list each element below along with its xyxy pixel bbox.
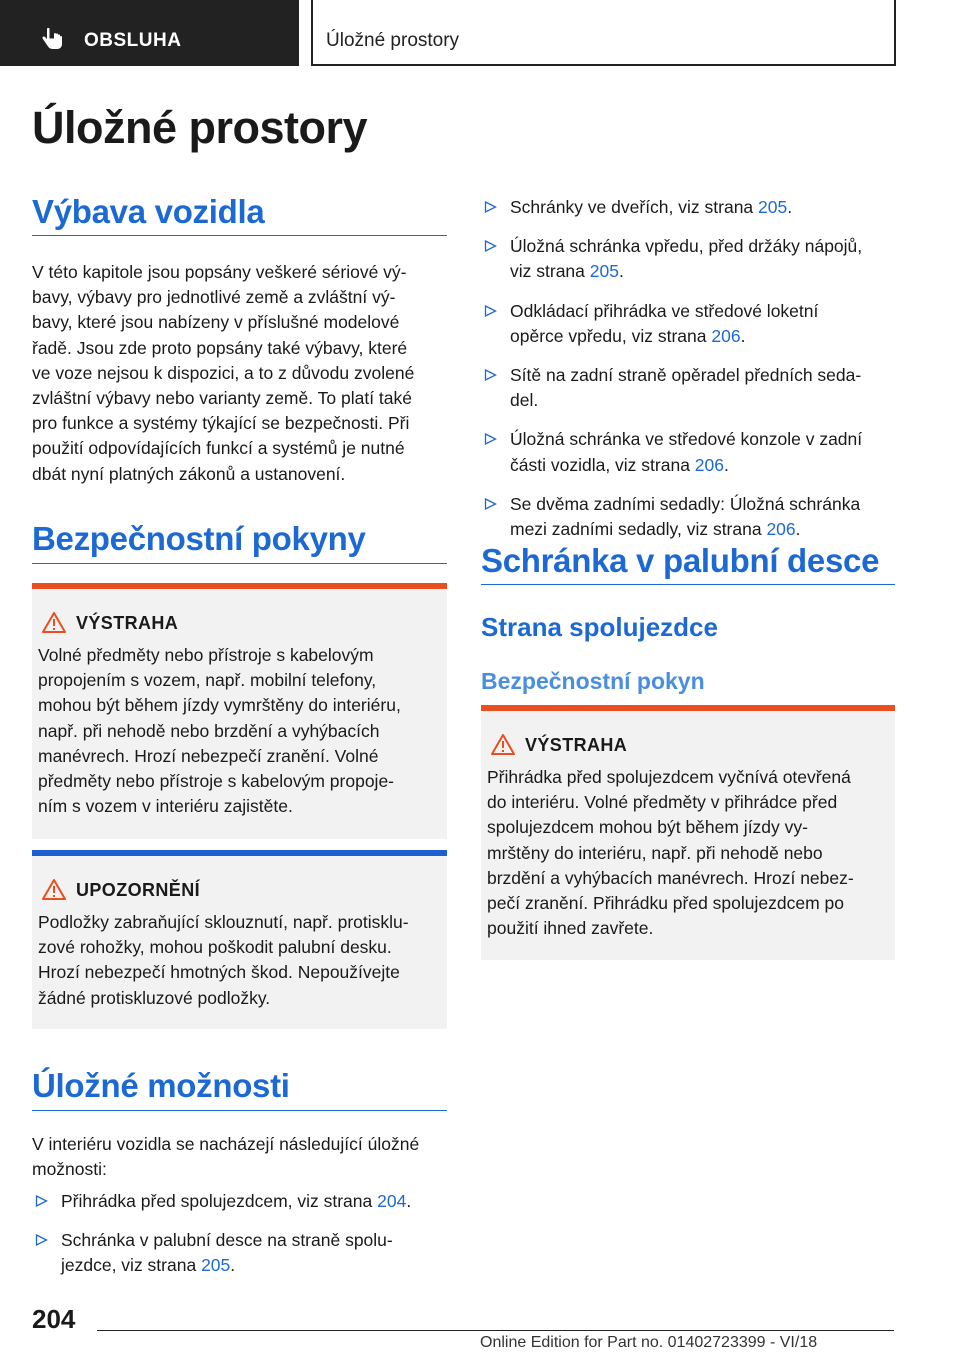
text-line: Volné předměty nebo přístroje s kabelovým — [38, 645, 374, 665]
storage-intro — [32, 1132, 447, 1182]
warning-text — [38, 643, 443, 819]
page-link[interactable]: 206 — [694, 454, 724, 475]
header-divider — [311, 0, 313, 66]
list-item — [481, 363, 895, 413]
bullet-triangle-icon — [484, 432, 497, 446]
notice-title: UPOZORNĚNÍ — [76, 880, 201, 900]
text-line: V interiéru vozidla se nacházejí následující úložné — [32, 1134, 420, 1154]
page-number: 204 — [32, 1304, 76, 1334]
bullet-triangle-icon — [484, 200, 497, 214]
header-underline — [311, 64, 896, 66]
list-item — [481, 299, 895, 349]
heading-strana-spolujezdce: Strana spolujezdce — [481, 612, 718, 642]
text-line: Hrozí nebezpečí hmotných škod. Nepoužívejte — [38, 962, 400, 983]
text-line: propojením s vozem, např. mobilní telefony, — [38, 670, 377, 691]
text-line: . — [795, 519, 801, 540]
heading-bezpecnostni-pokyny: Bezpečnostní pokyny — [32, 520, 366, 557]
heading-rule — [481, 584, 895, 585]
text-line: pečí zranění. Přihrádku před spolujezdcem po — [487, 893, 845, 914]
bullet-triangle-icon — [35, 1233, 48, 1247]
heading-schranka-palubni-desce: Schránka v palubní desce — [481, 542, 880, 579]
warning-box — [32, 583, 447, 839]
bullet-triangle-icon — [35, 1194, 48, 1208]
text-line: mrštěny do interiéru, např. při nehodě nebo — [487, 842, 823, 863]
page-link[interactable]: 205 — [589, 261, 619, 282]
text-line: Schránka v palubní desce na straně spolu- — [61, 1230, 393, 1251]
text-line: pro funkce a systémy týkající se bezpečnosti. Při — [32, 413, 410, 434]
page-link[interactable]: 205 — [758, 197, 788, 217]
text-line: ve voze nejsou k dispozici, a to z důvodu zvolené — [32, 362, 415, 383]
warning-title: VÝSTRAHA — [76, 613, 179, 633]
text-line: . — [618, 261, 624, 282]
text-line: . — [740, 325, 746, 346]
bullet-triangle-icon — [484, 304, 497, 318]
text-line: např. při nehodě nebo brzdění a vyhýbacích — [38, 720, 380, 741]
page-link[interactable]: 206 — [711, 325, 741, 346]
header-divider-right — [894, 0, 896, 66]
bullet-triangle-icon — [484, 497, 497, 511]
text-line: zvláštní výbavy nebo varianty země. To platí také — [32, 388, 413, 409]
footer-rule — [97, 1330, 894, 1331]
heading-vybava: Výbava vozidla — [32, 193, 265, 230]
heading-rule — [32, 235, 447, 236]
text-line: Přihrádka před spolujezdcem, viz strana — [61, 1191, 378, 1211]
section-tab[interactable] — [0, 0, 299, 66]
list-item — [481, 195, 895, 220]
text-line: brzdění a vyhýbacích manévrech. Hrozí nebez- — [487, 867, 854, 888]
heading-ulozne-moznosti: Úložné možnosti — [32, 1067, 290, 1104]
list-item — [32, 1228, 447, 1278]
warning-triangle-icon — [491, 733, 515, 755]
text-line: Se dvěma zadními sedadly: Úložná schránka — [510, 493, 861, 514]
text-line: žádné protiskluzové podložky. — [38, 987, 271, 1008]
page-link[interactable]: 205 — [201, 1255, 231, 1276]
warning-triangle-icon — [42, 611, 66, 633]
heading-rule — [32, 1110, 447, 1111]
text-line: bavy, výbavy pro jednotlivé země a zvláštní vý- — [32, 287, 396, 308]
text-line: použití ihned zavřete. — [487, 918, 654, 939]
text-line: Úložná schránka vpředu, před držáky nápojů, — [510, 236, 863, 257]
text-line: Úložná schránka ve středové konzole v zadní — [510, 429, 863, 450]
text-line: zové rohožky, mohou poškodit palubní desku. — [38, 937, 392, 958]
text-line: V této kapitole jsou popsány veškeré sériové vý- — [32, 262, 407, 282]
warning-title: VÝSTRAHA — [525, 735, 628, 755]
page-link[interactable]: 204 — [377, 1191, 407, 1211]
warning-bar — [32, 583, 447, 589]
text-line: . — [406, 1191, 412, 1211]
text-line: Přihrádka před spolujezdcem vyčnívá otevřená — [487, 767, 851, 787]
text-line: . — [787, 197, 793, 217]
text-line: Odkládací přihrádka ve středové loketní — [510, 300, 819, 321]
text-line: manévrech. Hrozí nebezpečí zranění. Volné — [38, 745, 379, 766]
text-line: použití odpovídajících funkcí a systémů je nutné — [32, 438, 405, 459]
list-item — [481, 492, 895, 542]
text-line: spolujezdcem mohou být během jízdy vy- — [487, 817, 808, 838]
warning-bar — [481, 705, 895, 711]
edition-info: Online Edition for Part no. 01402723399 - VI/18 — [480, 1334, 818, 1351]
text-line: jezdce, viz strana — [61, 1255, 202, 1276]
text-line: Schránky ve dveřích, viz strana — [510, 197, 759, 217]
notice-box — [32, 850, 447, 1029]
text-line: mezi zadními sedadly, viz strana — [510, 519, 767, 540]
text-line: ním s vozem v interiéru zajistěte. — [38, 796, 293, 817]
page-link[interactable]: 206 — [766, 519, 796, 540]
bullet-triangle-icon — [484, 239, 497, 253]
text-line: . — [230, 1255, 236, 1276]
text-line: . — [724, 454, 729, 475]
text-line: předměty nebo přístroje s kabelovým propoje- — [38, 771, 395, 792]
text-line: opěrce vpředu, viz strana — [510, 325, 712, 346]
text-line: del. — [510, 390, 539, 411]
page-title: Úložné prostory — [32, 102, 368, 153]
list-item — [481, 234, 895, 284]
list-item — [481, 427, 895, 477]
list-item — [32, 1189, 447, 1214]
text-line: bavy, které jsou nabízeny v příslušné modelové — [32, 312, 400, 333]
text-line: Sítě na zadní straně opěradel předních seda- — [510, 365, 862, 386]
text-line: dbát nyní platných zákonů a ustanovení. — [32, 463, 346, 484]
storage-list-left — [32, 1189, 447, 1293]
text-line: možnosti: — [32, 1159, 107, 1180]
text-line: Podložky zabraňující sklouznutí, např. protisklu- — [38, 912, 409, 932]
warning-box-glovebox — [481, 705, 895, 960]
warning-text — [487, 765, 891, 941]
bullet-triangle-icon — [484, 368, 497, 382]
text-line: viz strana — [510, 261, 590, 282]
storage-list-right — [481, 195, 895, 556]
text-line: řadě. Jsou zde proto popsány také výbavy, které — [32, 337, 408, 358]
text-line: mohou být během jízdy vymrštěny do interiéru, — [38, 695, 401, 716]
text-line: části vozidla, viz strana — [510, 454, 695, 475]
notice-text — [38, 910, 443, 1011]
heading-rule — [32, 563, 447, 564]
notice-bar — [32, 850, 447, 856]
notice-triangle-icon — [42, 878, 66, 900]
section-tab-label: OBSLUHA — [84, 30, 182, 51]
text-line: do interiéru. Volné předměty v přihrádce před — [487, 792, 838, 813]
hand-icon — [40, 26, 64, 52]
heading-bezpecnostni-pokyn: Bezpečnostní pokyn — [481, 668, 705, 694]
header-title: Úložné prostory — [326, 30, 460, 51]
intro-paragraph — [32, 260, 447, 487]
page-header — [0, 0, 960, 66]
